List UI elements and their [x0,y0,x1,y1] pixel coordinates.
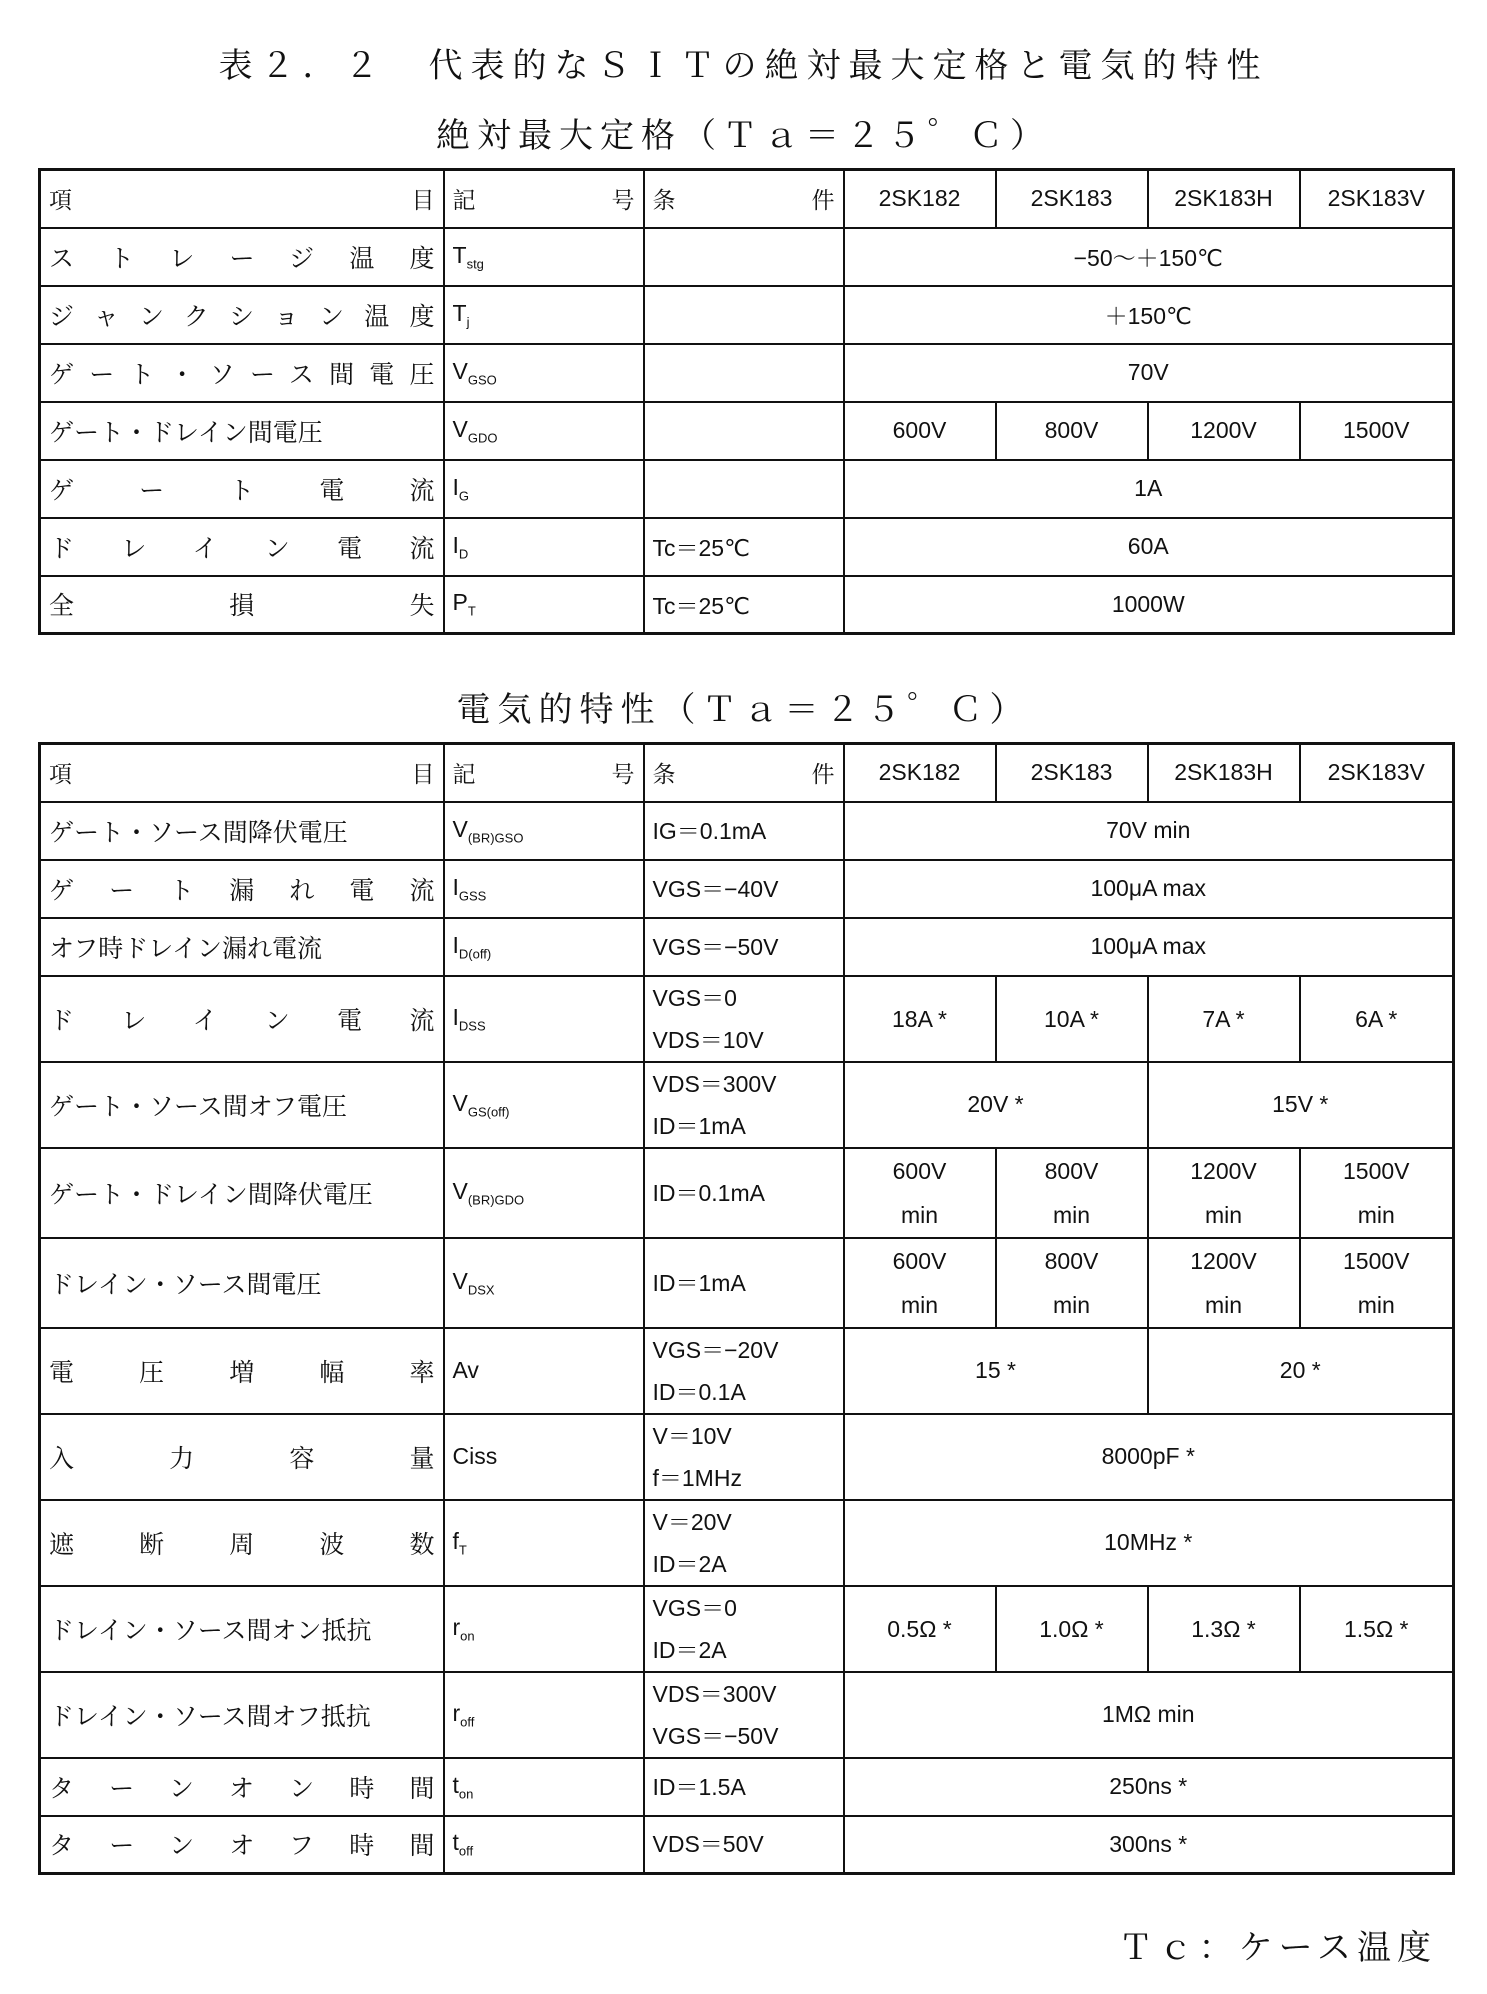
elec-row [40,1586,1454,1672]
symbol-cell: $V_{(BR)GSO}$ [444,802,644,860]
value-cell [1148,1148,1300,1238]
value-cell [1148,976,1300,1062]
item-cell: ドレイン・ソース間オン抵抗 [40,1586,444,1672]
condition-cell [644,1414,844,1500]
abs-row [40,286,1454,344]
condition-cell [644,228,844,286]
elec-row [40,1672,1454,1758]
condition-line: ID＝1mA [652,1112,746,1139]
item-cell: ゲート電流 [40,460,444,518]
symbol-cell: $V_{(BR)GDO}$ [444,1148,644,1238]
condition-line: V＝10V [652,1422,732,1449]
abs-row [40,460,1454,518]
header-symbol: 記号 [444,744,644,802]
header-model: 2SK183 [996,744,1148,802]
value-cell: 1200V [1148,402,1300,460]
condition-line: IG＝0.1mA [652,817,767,844]
value-cell [996,1238,1148,1328]
symbol-subscript: GS(off) [467,1104,510,1120]
abs-row [40,228,1454,286]
symbol-subscript: (BR)GSO [467,830,524,846]
table-caption: 表２．２ 代表的なＳＩＴの絶対最大定格と電気的特性 [218,46,1269,86]
condition-cell [644,1238,844,1328]
symbol-subscript: on [458,1786,474,1802]
symbol-cell: $T_{stg}$ [444,228,644,286]
symbol-cell: $I_{D(off)}$ [444,918,644,976]
value-cell [1300,1238,1454,1328]
value-cell: 60A [844,518,1454,576]
symbol-subscript: G [458,488,470,504]
symbol-cell: $T_j$ [444,286,644,344]
symbol-cell: $P_T$ [444,576,644,634]
value-cell: 100μA max [844,918,1454,976]
value-cell: 1A [844,460,1454,518]
elec-row [40,1148,1454,1238]
symbol-cell: $V_{GSO}$ [444,344,644,402]
item-cell: ドレイン・ソース間オフ抵抗 [40,1672,444,1758]
value-cell: 800V [996,402,1148,460]
condition-cell [644,976,844,1062]
value-text: 600V [892,1247,947,1274]
item-cell: ゲート・ソース間電圧 [40,344,444,402]
condition-cell [644,918,844,976]
value-cell [844,976,996,1062]
symbol-subscript: T [467,604,476,620]
value-suffix: min [1357,1291,1395,1318]
condition-cell: Tc＝25℃ [644,518,844,576]
condition-line: ID＝1.5A [652,1773,746,1800]
condition-cell: Tc＝25℃ [644,576,844,634]
value-text: 600V [892,1157,947,1184]
value-cell: 15 * [844,1328,1148,1414]
condition-line: VGS＝−20V [652,1336,779,1363]
header-model: 2SK183 [996,170,1148,228]
condition-cell [644,1062,844,1148]
value-text: 6A * [1355,1005,1398,1032]
symbol-cell: $V_{GDO}$ [444,402,644,460]
header-model: 2SK183H [1148,744,1300,802]
header-symbol: 記号 [444,170,644,228]
value-cell: 70V [844,344,1454,402]
item-cell: 遮断周波数 [40,1500,444,1586]
value-text: 1200V [1190,1157,1257,1184]
abs-row [40,344,1454,402]
abs-row [40,402,1454,460]
value-suffix: min [1204,1201,1243,1228]
item-cell: ターンオフ時間 [40,1816,444,1874]
header-row [40,170,1454,228]
item-cell: ターンオン時間 [40,1758,444,1816]
condition-line: VDS＝300V [652,1070,777,1097]
value-cell: 10MHz * [844,1500,1454,1586]
header-item: 項目 [40,170,444,228]
value-cell: 1MΩ min [844,1672,1454,1758]
value-text: 1.5Ω * [1343,1615,1409,1642]
condition-line: VGS＝−50V [652,933,779,960]
symbol-cell: $V_{DSX}$ [444,1238,644,1328]
symbol-subscript: off [460,1714,475,1730]
value-cell [1300,1586,1454,1672]
condition-cell [644,1816,844,1874]
footnote: Ｔｃ：ケース温度 [1118,1928,1437,1968]
symbol-cell: $t_{off}$ [444,1816,644,1874]
elec-row [40,918,1454,976]
value-text: 1.3Ω * [1191,1615,1256,1642]
condition-line: ID＝0.1A [652,1378,746,1405]
condition-cell [644,344,844,402]
symbol-cell: Ciss [444,1414,644,1500]
header-model: 2SK182 [844,170,996,228]
item-cell: 全損失 [40,576,444,634]
value-cell: 600V [844,402,996,460]
elec-row [40,860,1454,918]
value-text: 7A * [1202,1005,1245,1032]
symbol-cell: $V_{GS(off)}$ [444,1062,644,1148]
value-cell [1300,976,1454,1062]
symbol-subscript: j [466,314,470,330]
condition-line: ID＝2A [652,1550,727,1577]
value-text: 10A * [1044,1005,1099,1032]
item-cell: 電圧増幅率 [40,1328,444,1414]
symbol-cell: $I_{GSS}$ [444,860,644,918]
elec-row [40,802,1454,860]
item-cell: ドレイン電流 [40,976,444,1062]
value-suffix: min [1357,1201,1395,1228]
item-cell: ゲート・ソース間オフ電圧 [40,1062,444,1148]
symbol-cell: $I_D$ [444,518,644,576]
value-text: 1500V [1342,1157,1410,1184]
value-cell: 20 * [1148,1328,1454,1414]
value-cell [844,1586,996,1672]
header-condition: 条件 [644,170,844,228]
abs-max-title: 絶対最大定格（Ｔａ＝２５゜Ｃ） [436,116,1051,156]
item-cell: ドレイン電流 [40,518,444,576]
symbol-subscript: T [458,1542,467,1558]
value-cell [1300,1148,1454,1238]
condition-line: VGS＝0 [652,1594,737,1621]
item-cell: ゲート・ソース間降伏電圧 [40,802,444,860]
value-text: 0.5Ω * [887,1615,952,1642]
elec-row [40,1328,1454,1414]
value-cell: 250ns * [844,1758,1454,1816]
header-model: 2SK183V [1300,170,1454,228]
header-row [40,744,1454,802]
value-cell [844,1238,996,1328]
condition-cell [644,802,844,860]
symbol-subscript: DSS [458,1018,486,1034]
condition-cell [644,1500,844,1586]
elec-row [40,1816,1454,1874]
value-cell: 1500V [1300,402,1454,460]
condition-line: VDS＝10V [652,1026,764,1053]
value-cell: 100μA max [844,860,1454,918]
abs-row [40,518,1454,576]
condition-line: ID＝0.1mA [652,1179,765,1206]
condition-cell [644,1148,844,1238]
condition-line: VDS＝300V [652,1680,777,1707]
header-condition: 条件 [644,744,844,802]
value-cell [1148,1586,1300,1672]
condition-cell [644,402,844,460]
value-suffix: min [1204,1291,1243,1318]
value-text: 1.0Ω * [1039,1615,1104,1642]
condition-line: VGS＝0 [652,984,737,1011]
item-cell: オフ時ドレイン漏れ電流 [40,918,444,976]
item-cell: 入力容量 [40,1414,444,1500]
value-text: 1200V [1190,1247,1257,1274]
condition-line: VDS＝50V [652,1831,764,1858]
symbol-subscript: on [460,1628,475,1644]
item-cell: ジャンクション温度 [40,286,444,344]
value-text: 800V [1044,1157,1099,1184]
symbol-cell: Av [444,1328,644,1414]
value-suffix: min [1052,1291,1091,1318]
symbol-cell: $r_{on}$ [444,1586,644,1672]
symbol-cell: $t_{on}$ [444,1758,644,1816]
condition-cell [644,860,844,918]
symbol-cell: $r_{off}$ [444,1672,644,1758]
abs-max-table [38,168,1455,635]
value-cell: 1000W [844,576,1454,634]
symbol-subscript: stg [466,256,484,272]
elec-row [40,1758,1454,1816]
value-cell: 70V min [844,802,1454,860]
item-cell: ゲート・ドレイン間電圧 [40,402,444,460]
elec-char-table [38,742,1455,1875]
value-cell: 15V * [1148,1062,1454,1148]
header-item: 項目 [40,744,444,802]
symbol-subscript: GSO [467,372,497,388]
condition-line: V＝20V [652,1508,732,1535]
value-text: 800V [1044,1247,1099,1274]
condition-line: ID＝2A [652,1636,727,1663]
value-cell [1148,1238,1300,1328]
condition-line: VGS＝−40V [652,875,779,902]
value-cell [996,1586,1148,1672]
value-cell: ＋150℃ [844,286,1454,344]
value-cell: 8000pF * [844,1414,1454,1500]
symbol-cell: $f_T$ [444,1500,644,1586]
condition-cell [644,1672,844,1758]
condition-line: f＝1MHz [652,1464,742,1491]
condition-cell [644,460,844,518]
value-cell [996,1148,1148,1238]
elec-row [40,1414,1454,1500]
item-cell: ストレージ温度 [40,228,444,286]
value-suffix: min [1052,1201,1091,1228]
symbol-cell: $I_{DSS}$ [444,976,644,1062]
condition-cell [644,286,844,344]
condition-line: ID＝1mA [652,1269,746,1296]
symbol-subscript: DSX [467,1282,495,1298]
value-suffix: min [900,1201,939,1228]
value-cell: 20V * [844,1062,1148,1148]
abs-row [40,576,1454,634]
value-text: 18A * [892,1005,947,1032]
elec-row [40,1500,1454,1586]
condition-cell [644,1586,844,1672]
symbol-subscript: off [458,1844,474,1860]
symbol-subscript: D(off) [458,946,492,962]
item-cell: ゲート・ドレイン間降伏電圧 [40,1148,444,1238]
item-cell: ゲート漏れ電流 [40,860,444,918]
elec-row [40,1238,1454,1328]
condition-cell [644,1758,844,1816]
value-cell: −50〜＋150℃ [844,228,1454,286]
item-cell: ドレイン・ソース間電圧 [40,1238,444,1328]
elec-row [40,1062,1454,1148]
value-suffix: min [900,1291,939,1318]
symbol-subscript: GSS [458,888,487,904]
symbol-subscript: D [458,546,469,562]
value-cell [996,976,1148,1062]
header-model: 2SK183H [1148,170,1300,228]
symbol-subscript: GDO [467,430,498,446]
header-model: 2SK182 [844,744,996,802]
symbol-cell: $I_G$ [444,460,644,518]
symbol-subscript: (BR)GDO [467,1192,525,1208]
elec-row [40,976,1454,1062]
value-cell: 300ns * [844,1816,1454,1874]
condition-cell [644,1328,844,1414]
condition-line: VGS＝−50V [652,1722,779,1749]
elec-char-title: 電気的特性（Ｔａ＝２５゜Ｃ） [456,690,1031,730]
value-text: 1500V [1342,1247,1410,1274]
value-cell [844,1148,996,1238]
header-model: 2SK183V [1300,744,1454,802]
